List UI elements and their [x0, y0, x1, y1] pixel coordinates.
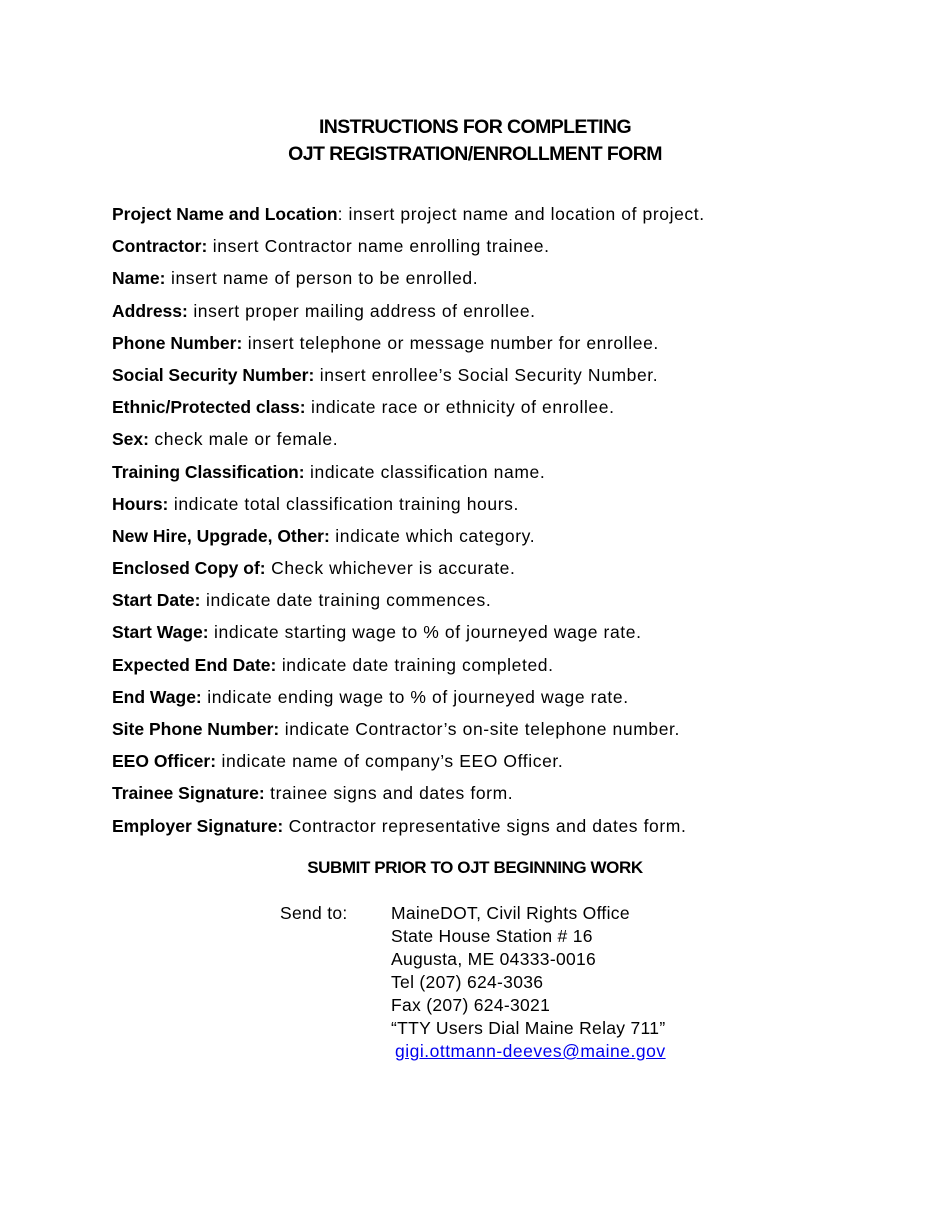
email-link[interactable]: gigi.ottmann-deeves@maine.gov	[395, 1041, 666, 1061]
field-expected-end-date	[112, 651, 892, 683]
field-label: Name:	[112, 268, 166, 289]
field-label: Start Wage:	[112, 622, 209, 643]
field-end-wage	[112, 683, 892, 715]
field-description: insert proper mailing address of enrollee.	[187, 300, 536, 321]
field-label: Hours:	[112, 493, 169, 514]
field-project-name	[112, 200, 892, 232]
address-office: MaineDOT, Civil Rights Office	[391, 903, 630, 923]
field-description: indicate Contractor’s on-site telephone number.	[279, 719, 680, 739]
field-description: indicate date training completed.	[276, 654, 554, 675]
field-description: : insert project name and location of project.	[337, 204, 705, 224]
field-eeo-officer	[112, 747, 892, 779]
field-description: trainee signs and dates form.	[264, 783, 514, 804]
field-label: Start Date:	[112, 590, 201, 611]
field-description: insert telephone or message number for enrollee.	[242, 332, 659, 353]
field-label: Contractor:	[112, 236, 208, 257]
page-title	[0, 114, 950, 168]
field-description: indicate race or ethnicity of enrollee.	[305, 397, 615, 418]
field-description: indicate classification name.	[304, 461, 546, 482]
field-sex	[112, 425, 892, 457]
send-to-label: Send to:	[280, 903, 348, 923]
field-description: indicate total classification training hours.	[168, 493, 519, 514]
field-ssn	[112, 361, 892, 393]
field-label: New Hire, Upgrade, Other:	[112, 525, 330, 546]
title-line-1: INSTRUCTIONS FOR COMPLETING	[318, 116, 632, 138]
field-label: Site Phone Number:	[112, 719, 280, 739]
field-label: Enclosed Copy of:	[112, 558, 266, 579]
field-description: insert Contractor name enrolling trainee.	[207, 236, 550, 257]
field-label: Phone Number:	[112, 332, 243, 353]
field-phone-number	[112, 329, 892, 361]
field-description: indicate ending wage to % of journeyed wage rate.	[201, 686, 629, 707]
field-label: End Wage:	[112, 686, 202, 707]
title-line-2: OJT REGISTRATION/ENROLLMENT FORM	[288, 143, 662, 165]
field-start-date	[112, 586, 892, 618]
field-employer-signature	[112, 812, 892, 844]
field-description: Check whichever is accurate.	[265, 558, 516, 579]
field-contractor	[112, 232, 892, 264]
field-site-phone	[112, 715, 892, 747]
field-trainee-signature	[112, 779, 892, 811]
instructions-list	[112, 200, 892, 844]
field-ethnic-class	[112, 393, 892, 425]
field-label: Sex:	[112, 429, 149, 450]
address-station: State House Station # 16	[391, 926, 593, 946]
field-start-wage	[112, 618, 892, 650]
field-description: indicate starting wage to % of journeyed wage rate.	[208, 622, 642, 643]
field-name	[112, 264, 892, 296]
field-training-classification	[112, 458, 892, 490]
field-label: Ethnic/Protected class:	[112, 397, 306, 418]
address-tty: “TTY Users Dial Maine Relay 711”	[391, 1018, 666, 1038]
field-label: Employer Signature:	[112, 815, 284, 836]
field-enclosed-copy	[112, 554, 892, 586]
field-description: insert name of person to be enrolled.	[165, 268, 479, 289]
field-label: Training Classification:	[112, 461, 305, 482]
mailing-address	[391, 902, 666, 1063]
field-label: Expected End Date:	[112, 654, 277, 675]
submit-heading: SUBMIT PRIOR TO OJT BEGINNING WORK	[307, 858, 643, 877]
field-hours	[112, 490, 892, 522]
field-description: insert enrollee’s Social Security Number.	[314, 364, 659, 385]
field-label: Social Security Number:	[112, 364, 315, 385]
field-description: check male or female.	[148, 429, 339, 450]
address-tel: Tel (207) 624-3036	[391, 972, 544, 992]
field-label: EEO Officer:	[112, 751, 217, 772]
address-city: Augusta, ME 04333-0016	[391, 949, 597, 969]
field-description: indicate date training commences.	[200, 590, 492, 611]
field-label: Trainee Signature:	[112, 783, 265, 804]
field-description: indicate name of company’s EEO Officer.	[216, 751, 564, 772]
field-description: Contractor representative signs and dates form.	[283, 815, 687, 836]
field-label: Project Name and Location	[112, 204, 338, 224]
field-description: indicate which category.	[329, 525, 536, 546]
field-new-hire	[112, 522, 892, 554]
address-fax: Fax (207) 624-3021	[391, 995, 551, 1015]
field-address	[112, 297, 892, 329]
field-label: Address:	[112, 300, 188, 321]
